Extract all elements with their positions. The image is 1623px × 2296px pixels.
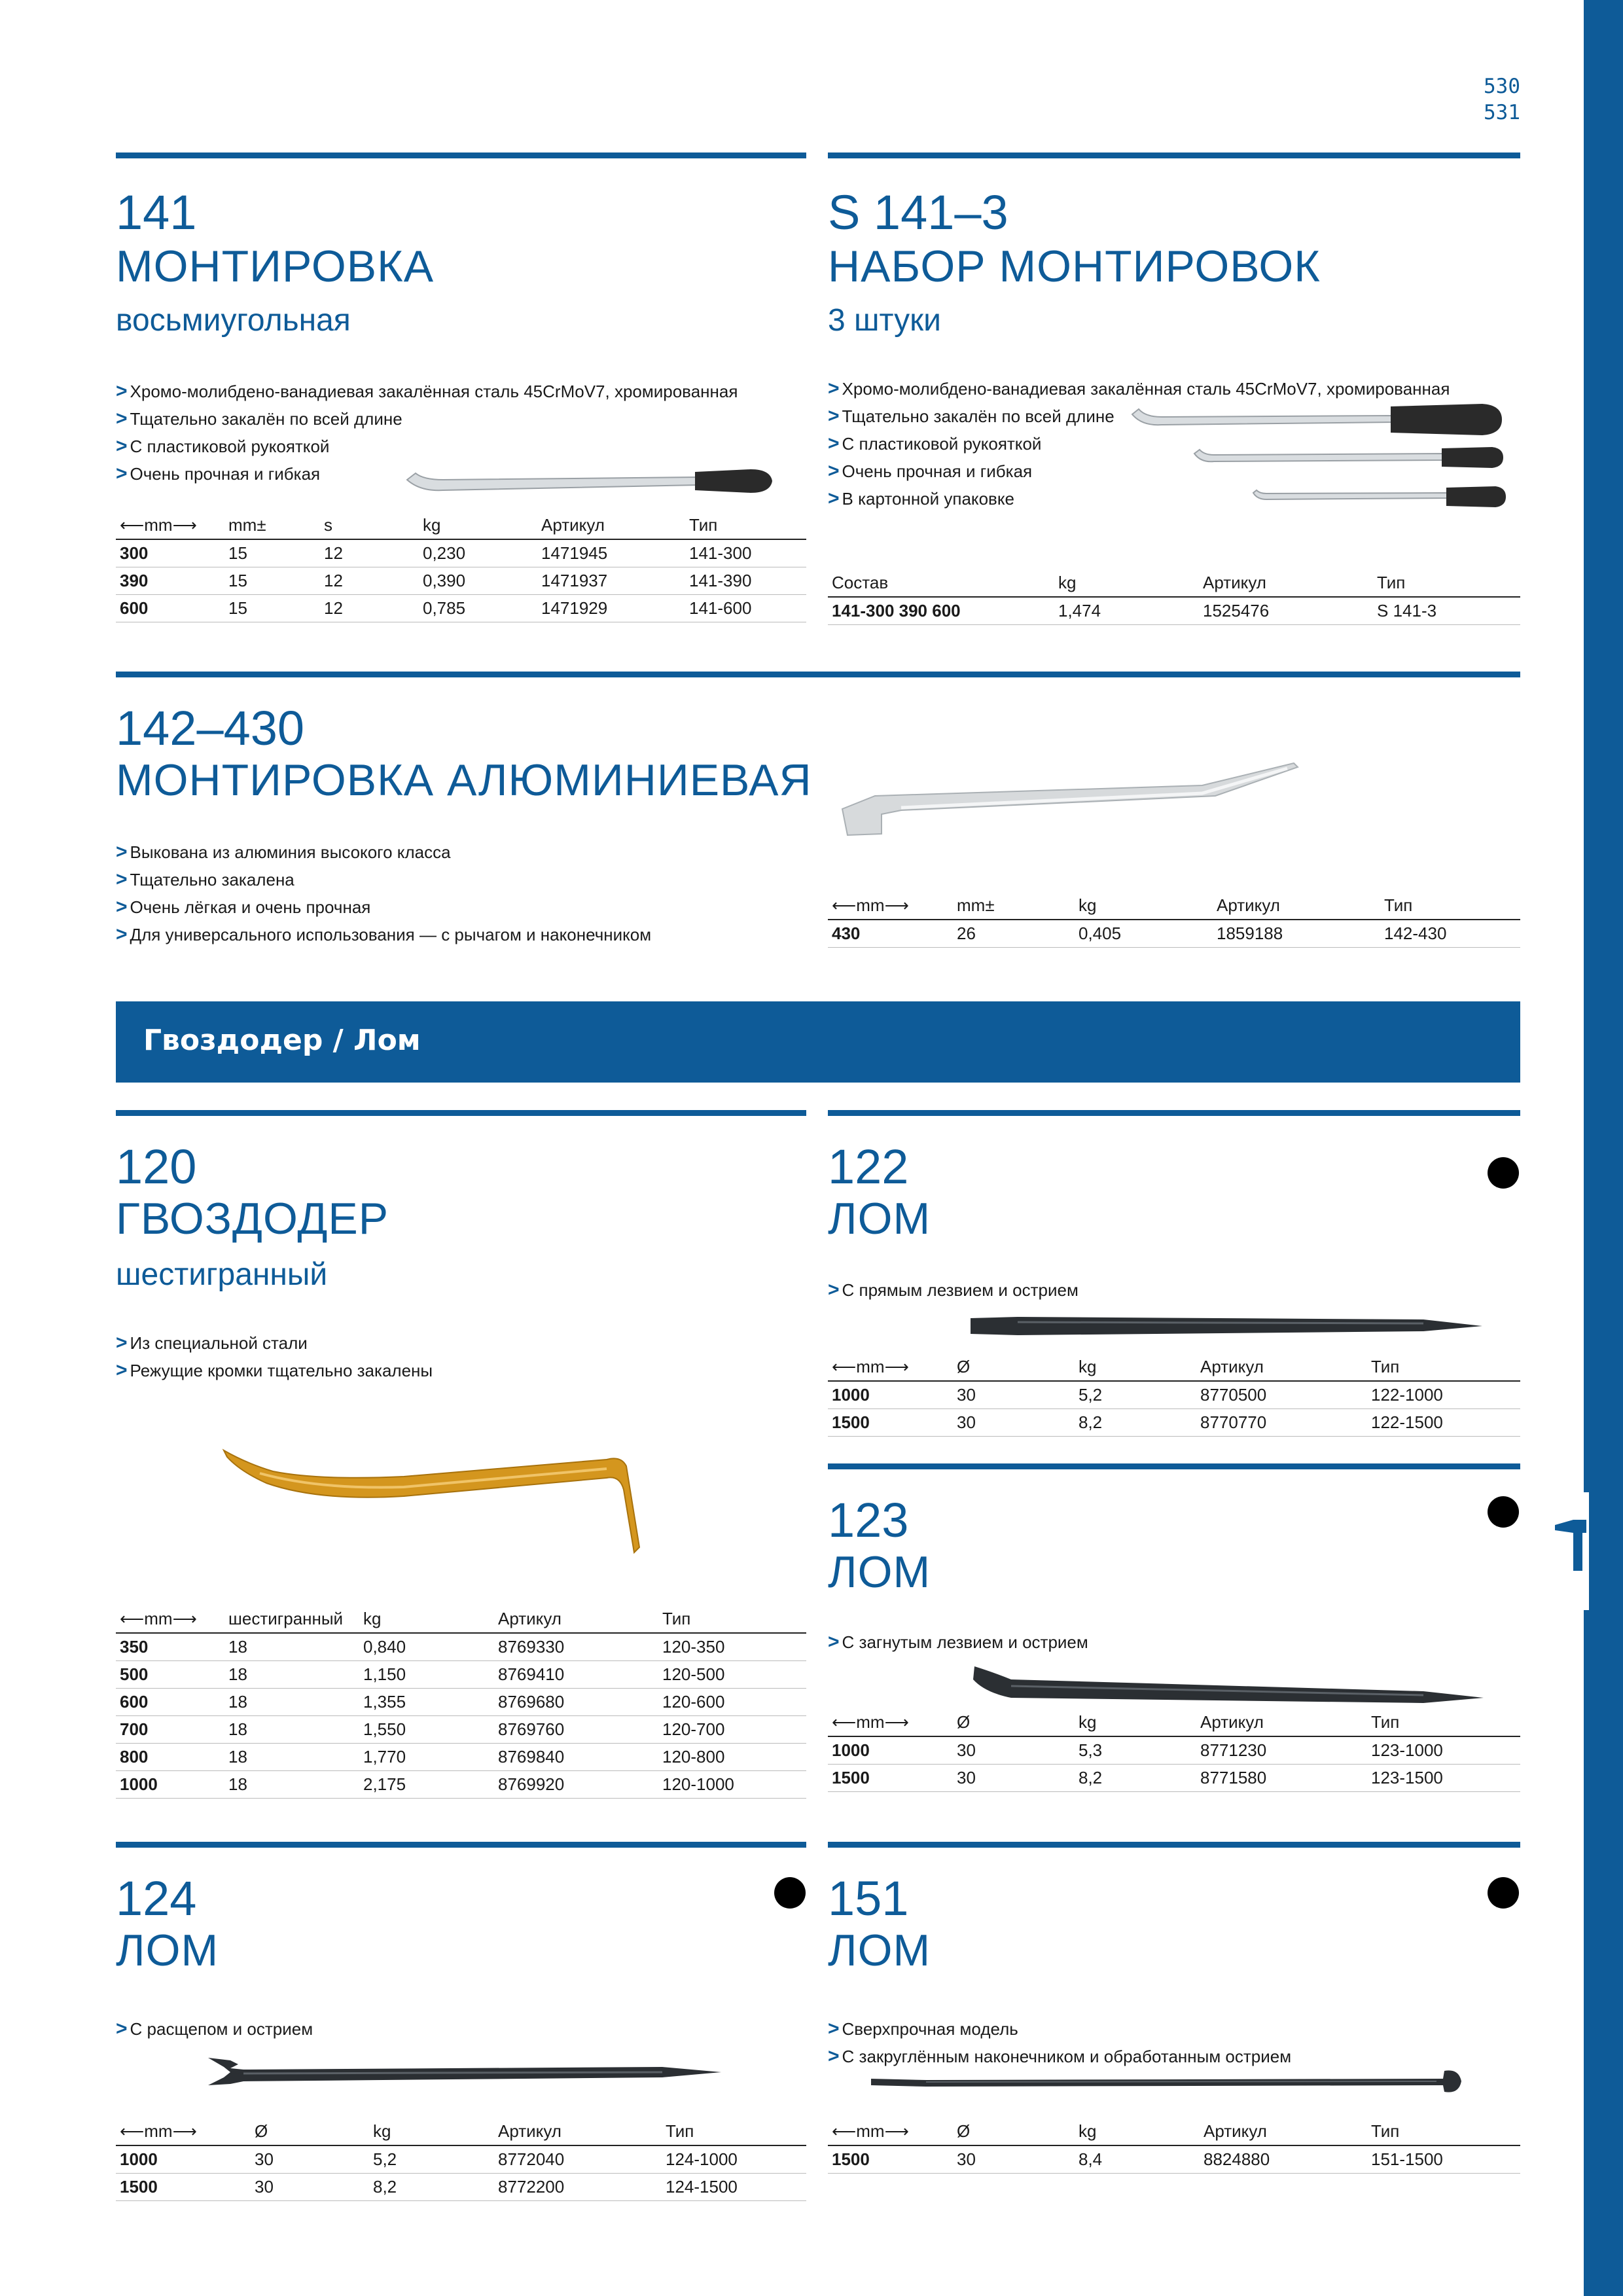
table-cell: 8771230: [1196, 1736, 1367, 1765]
table-cell: 18: [224, 1771, 359, 1799]
col-header: Ø: [953, 1355, 1075, 1381]
section-rule: [828, 1110, 1520, 1116]
table-cell: 30: [953, 2145, 1075, 2174]
sidebar-band: [1584, 0, 1623, 2296]
table-cell: 8772040: [494, 2145, 662, 2174]
feature-item: > С пластиковой рукояткой: [828, 433, 1042, 454]
col-header: Артикул: [1213, 894, 1380, 920]
table-row: [116, 1633, 806, 1661]
table-cell: 8769330: [494, 1633, 658, 1661]
category-title: Гвоздодер / Лом: [143, 1024, 421, 1057]
table-cell: 2,175: [359, 1771, 494, 1799]
col-header: Тип: [1373, 571, 1520, 597]
col-header: kg: [419, 514, 537, 539]
table-cell: 12: [320, 567, 419, 595]
table-cell: 390: [116, 567, 224, 595]
table-row: [828, 597, 1520, 625]
col-header: Артикул: [1199, 571, 1373, 597]
table-row: [828, 920, 1520, 948]
product-number: 151: [828, 1871, 909, 1926]
table-row: [116, 567, 806, 595]
product-subtitle: восьмиугольная: [116, 303, 351, 338]
feature-list: [828, 2015, 1291, 2070]
product-number: 141: [116, 185, 197, 240]
table-cell: 12: [320, 539, 419, 567]
col-header: mm±: [953, 894, 1075, 920]
table-cell: 124-1000: [662, 2145, 806, 2174]
spec-table: [116, 1607, 806, 1799]
table-cell: 5,2: [1075, 1381, 1196, 1409]
table-cell: 120-500: [658, 1661, 806, 1689]
col-header: Ø: [953, 2120, 1075, 2145]
table-cell: 1,770: [359, 1744, 494, 1771]
table-cell: 123-1500: [1367, 1765, 1520, 1792]
col-header: kg: [1075, 1711, 1196, 1736]
table-cell: 1500: [828, 1409, 953, 1437]
table-cell: 8769410: [494, 1661, 658, 1689]
col-header: ⟵mm⟶: [828, 1711, 953, 1736]
feature-item: > Из специальной стали: [116, 1332, 308, 1354]
spec-table: [828, 571, 1520, 625]
product-number: 123: [828, 1493, 909, 1547]
spec-table: [828, 894, 1520, 948]
product-number: S 141–3: [828, 185, 1008, 240]
table-cell: 1000: [116, 1771, 224, 1799]
col-header: ⟵mm⟶: [116, 1607, 224, 1633]
col-header: Состав: [828, 571, 1054, 597]
product-title: ЛОМ: [828, 1194, 931, 1244]
col-header: ⟵mm⟶: [116, 514, 224, 539]
col-header: mm±: [224, 514, 320, 539]
feature-list: [828, 1276, 1079, 1304]
feature-item: > Хромо-молибдено-ванадиевая закалённая сталь 45CrMoV7, хромированная: [116, 380, 738, 402]
table-cell: 15: [224, 567, 320, 595]
table-row: [116, 2145, 806, 2174]
col-header: Тип: [685, 514, 806, 539]
table-cell: 700: [116, 1716, 224, 1744]
section-rule: [828, 152, 1520, 158]
spec-table: [116, 2120, 806, 2201]
col-header: Артикул: [1196, 1355, 1367, 1381]
feature-item: > Тщательно закалён по всей длине: [116, 408, 402, 429]
section-rule: [828, 1842, 1520, 1848]
crowbar-claw-image: [204, 2051, 728, 2090]
table-cell: 15: [224, 539, 320, 567]
section-123: [828, 1463, 1520, 1804]
table-cell: 30: [251, 2145, 369, 2174]
table-cell: 0,230: [419, 539, 537, 567]
page-number-right: 531: [1484, 101, 1520, 124]
section-rule: [116, 1110, 806, 1116]
feature-item: > Выкована из алюминия высокого класса: [116, 841, 451, 863]
col-header: s: [320, 514, 419, 539]
product-number: 142–430: [116, 701, 305, 755]
table-cell: 1000: [828, 1736, 953, 1765]
chapter-tab[interactable]: [1547, 1492, 1623, 1610]
feature-list: [828, 1628, 1088, 1656]
feature-item: > Очень прочная и гибкая: [116, 463, 321, 484]
col-header: Артикул: [1196, 1711, 1367, 1736]
table-cell: 8769840: [494, 1744, 658, 1771]
product-title: ЛОМ: [828, 1547, 931, 1597]
pry-bar-image: [404, 440, 901, 519]
table-row: [116, 595, 806, 622]
table-cell: 300: [116, 539, 224, 567]
table-row: [828, 1736, 1520, 1765]
table-cell: 1500: [828, 1765, 953, 1792]
table-cell: 500: [116, 1661, 224, 1689]
table-cell: 1,355: [359, 1689, 494, 1716]
product-title: НАБОР МОНТИРОВОК: [828, 242, 1321, 291]
feature-list: [116, 838, 651, 948]
table-cell: 8771580: [1196, 1765, 1367, 1792]
crowbar-bent-image: [965, 1660, 1489, 1712]
table-cell: 0,840: [359, 1633, 494, 1661]
table-row: [116, 539, 806, 567]
feature-item: > Хромо-молибдено-ванадиевая закалённая сталь 45CrMoV7, хромированная: [828, 378, 1450, 399]
table-cell: 1,474: [1054, 597, 1199, 625]
table-cell: 30: [953, 1765, 1075, 1792]
section-122: [828, 1110, 1520, 1437]
table-cell: 350: [116, 1633, 224, 1661]
section-141: [116, 152, 806, 637]
col-header: Тип: [1367, 1355, 1520, 1381]
col-header: Тип: [1367, 2120, 1520, 2145]
section-120: [116, 1110, 806, 1817]
product-title: МОНТИРОВКА: [116, 242, 435, 291]
table-cell: 8769920: [494, 1771, 658, 1799]
table-cell: 30: [251, 2174, 369, 2201]
product-title: ЛОМ: [116, 1926, 219, 1975]
table-cell: 30: [953, 1409, 1075, 1437]
col-header: Тип: [1367, 1711, 1520, 1736]
col-header: kg: [1075, 2120, 1200, 2145]
table-row: [116, 1689, 806, 1716]
table-cell: 30: [953, 1736, 1075, 1765]
marker-dot: [1488, 1877, 1519, 1909]
feature-list: [116, 2015, 313, 2043]
table-cell: 1471945: [537, 539, 685, 567]
table-cell: 1525476: [1199, 597, 1373, 625]
heavy-crowbar-image: [867, 2063, 1502, 2102]
table-cell: 5,3: [1075, 1736, 1196, 1765]
table-cell: 120-600: [658, 1689, 806, 1716]
table-cell: 0,405: [1075, 920, 1213, 948]
section-rule: [828, 1463, 1520, 1469]
table-cell: 18: [224, 1744, 359, 1771]
table-cell: 18: [224, 1689, 359, 1716]
table-row: [116, 1771, 806, 1799]
col-header: ⟵mm⟶: [828, 2120, 953, 2145]
feature-item: > Тщательно закалён по всей длине: [828, 405, 1115, 427]
product-title: МОНТИРОВКА АЛЮМИНИЕВАЯ: [116, 755, 812, 805]
col-header: Артикул: [537, 514, 685, 539]
table-cell: 1500: [116, 2174, 251, 2201]
spec-table: [116, 514, 806, 622]
marker-dot: [1488, 1496, 1519, 1528]
col-header: ⟵mm⟶: [828, 894, 953, 920]
marker-dot: [774, 1877, 806, 1909]
table-cell: 18: [224, 1633, 359, 1661]
table-cell: 18: [224, 1661, 359, 1689]
col-header: шестигранный: [224, 1607, 359, 1633]
table-row: [116, 1716, 806, 1744]
table-cell: 151-1500: [1367, 2145, 1520, 2174]
feature-item: > Очень прочная и гибкая: [828, 460, 1033, 482]
col-header: kg: [369, 2120, 494, 2145]
col-header: Ø: [251, 2120, 369, 2145]
table-cell: 15: [224, 595, 320, 622]
feature-item: > С закруглённым наконечником и обработанным острием: [828, 2045, 1292, 2067]
table-row: [828, 1409, 1520, 1437]
table-cell: 120-1000: [658, 1771, 806, 1799]
section-rule: [116, 152, 806, 158]
table-cell: 120-350: [658, 1633, 806, 1661]
table-cell: 1859188: [1213, 920, 1380, 948]
table-cell: 8770500: [1196, 1381, 1367, 1409]
spec-table: [828, 1711, 1520, 1792]
table-cell: 1000: [116, 2145, 251, 2174]
table-cell: 142-430: [1380, 920, 1520, 948]
feature-item: > Тщательно закалена: [116, 869, 294, 890]
col-header: ⟵mm⟶: [828, 1355, 953, 1381]
table-cell: 600: [116, 1689, 224, 1716]
section-151: [828, 1842, 1520, 2182]
feature-item: > С расщепом и острием: [116, 2018, 313, 2039]
page-numbers: [1484, 73, 1520, 126]
col-header: Тип: [1380, 894, 1520, 920]
table-cell: 1500: [828, 2145, 953, 2174]
feature-item: > С загнутым лезвием и острием: [828, 1631, 1088, 1653]
feature-item: > Сверхпрочная модель: [828, 2018, 1018, 2039]
table-cell: 0,785: [419, 595, 537, 622]
feature-list: [116, 1329, 433, 1384]
col-header: Тип: [662, 2120, 806, 2145]
table-cell: 1000: [828, 1381, 953, 1409]
table-cell: 8,2: [1075, 1765, 1196, 1792]
table-cell: 1471937: [537, 567, 685, 595]
table-row: [828, 1381, 1520, 1409]
feature-item: > С прямым лезвием и острием: [828, 1279, 1079, 1300]
nail-puller-image: [221, 1437, 777, 1575]
table-cell: 1,550: [359, 1716, 494, 1744]
product-number: 120: [116, 1139, 197, 1194]
col-header: Артикул: [494, 1607, 658, 1633]
table-cell: 120-800: [658, 1744, 806, 1771]
table-cell: 8769680: [494, 1689, 658, 1716]
product-subtitle: 3 штуки: [828, 303, 941, 338]
product-title: ГВОЗДОДЕР: [116, 1194, 389, 1244]
table-row: [116, 1744, 806, 1771]
table-cell: 141-300 390 600: [828, 597, 1054, 625]
table-cell: 123-1000: [1367, 1736, 1520, 1765]
table-cell: 141-300: [685, 539, 806, 567]
section-rule: [116, 672, 1520, 677]
feature-item: > С пластиковой рукояткой: [116, 435, 330, 457]
category-banner: [116, 1001, 1520, 1083]
table-cell: 1471929: [537, 595, 685, 622]
table-row: [828, 1765, 1520, 1792]
hammer-icon: [1547, 1492, 1623, 1610]
col-header: ⟵mm⟶: [116, 2120, 251, 2145]
table-cell: 30: [953, 1381, 1075, 1409]
table-cell: 5,2: [369, 2145, 494, 2174]
spec-table: [828, 2120, 1520, 2174]
table-cell: 8769760: [494, 1716, 658, 1744]
table-row: [116, 2174, 806, 2201]
col-header: Ø: [953, 1711, 1075, 1736]
col-header: kg: [359, 1607, 494, 1633]
table-row: [116, 1661, 806, 1689]
feature-item: > Очень лёгкая и очень прочная: [116, 896, 371, 918]
table-cell: 8824880: [1200, 2145, 1367, 2174]
table-cell: 141-390: [685, 567, 806, 595]
table-cell: 800: [116, 1744, 224, 1771]
table-cell: 8,2: [1075, 1409, 1196, 1437]
col-header: Артикул: [1200, 2120, 1367, 2145]
page-number-left: 530: [1484, 75, 1520, 98]
table-cell: 1,150: [359, 1661, 494, 1689]
product-subtitle: шестигранный: [116, 1257, 328, 1292]
product-number: 122: [828, 1139, 909, 1194]
table-row: [828, 2145, 1520, 2174]
section-rule: [116, 1842, 806, 1848]
table-cell: 12: [320, 595, 419, 622]
table-cell: 122-1500: [1367, 1409, 1520, 1437]
product-number: 124: [116, 1871, 197, 1926]
col-header: Артикул: [494, 2120, 662, 2145]
table-cell: S 141-3: [1373, 597, 1520, 625]
table-cell: 26: [953, 920, 1075, 948]
col-header: kg: [1054, 571, 1199, 597]
feature-item: > Для универсального использования — с рычагом и наконечником: [116, 924, 652, 945]
table-cell: 430: [828, 920, 953, 948]
col-header: kg: [1075, 1355, 1196, 1381]
crowbar-image: [965, 1310, 1489, 1343]
table-cell: 124-1500: [662, 2174, 806, 2201]
section-s141-3: [828, 152, 1520, 637]
table-cell: 600: [116, 595, 224, 622]
section-142-430: [116, 672, 1520, 979]
table-cell: 18: [224, 1716, 359, 1744]
table-cell: 8770770: [1196, 1409, 1367, 1437]
table-cell: 120-700: [658, 1716, 806, 1744]
spec-table: [828, 1355, 1520, 1437]
table-cell: 8,2: [369, 2174, 494, 2201]
feature-item: > Режущие кромки тщательно закалены: [116, 1359, 433, 1381]
table-cell: 122-1000: [1367, 1381, 1520, 1409]
col-header: Тип: [658, 1607, 806, 1633]
pry-bar-set-image: [1129, 395, 1508, 519]
aluminium-pry-bar-image: [836, 737, 1307, 848]
feature-item: > В картонной упаковке: [828, 488, 1014, 509]
product-title: ЛОМ: [828, 1926, 931, 1975]
marker-dot: [1488, 1157, 1519, 1189]
col-header: kg: [1075, 894, 1213, 920]
table-cell: 0,390: [419, 567, 537, 595]
section-124: [116, 1842, 806, 2208]
table-cell: 8772200: [494, 2174, 662, 2201]
table-cell: 8,4: [1075, 2145, 1200, 2174]
table-cell: 141-600: [685, 595, 806, 622]
